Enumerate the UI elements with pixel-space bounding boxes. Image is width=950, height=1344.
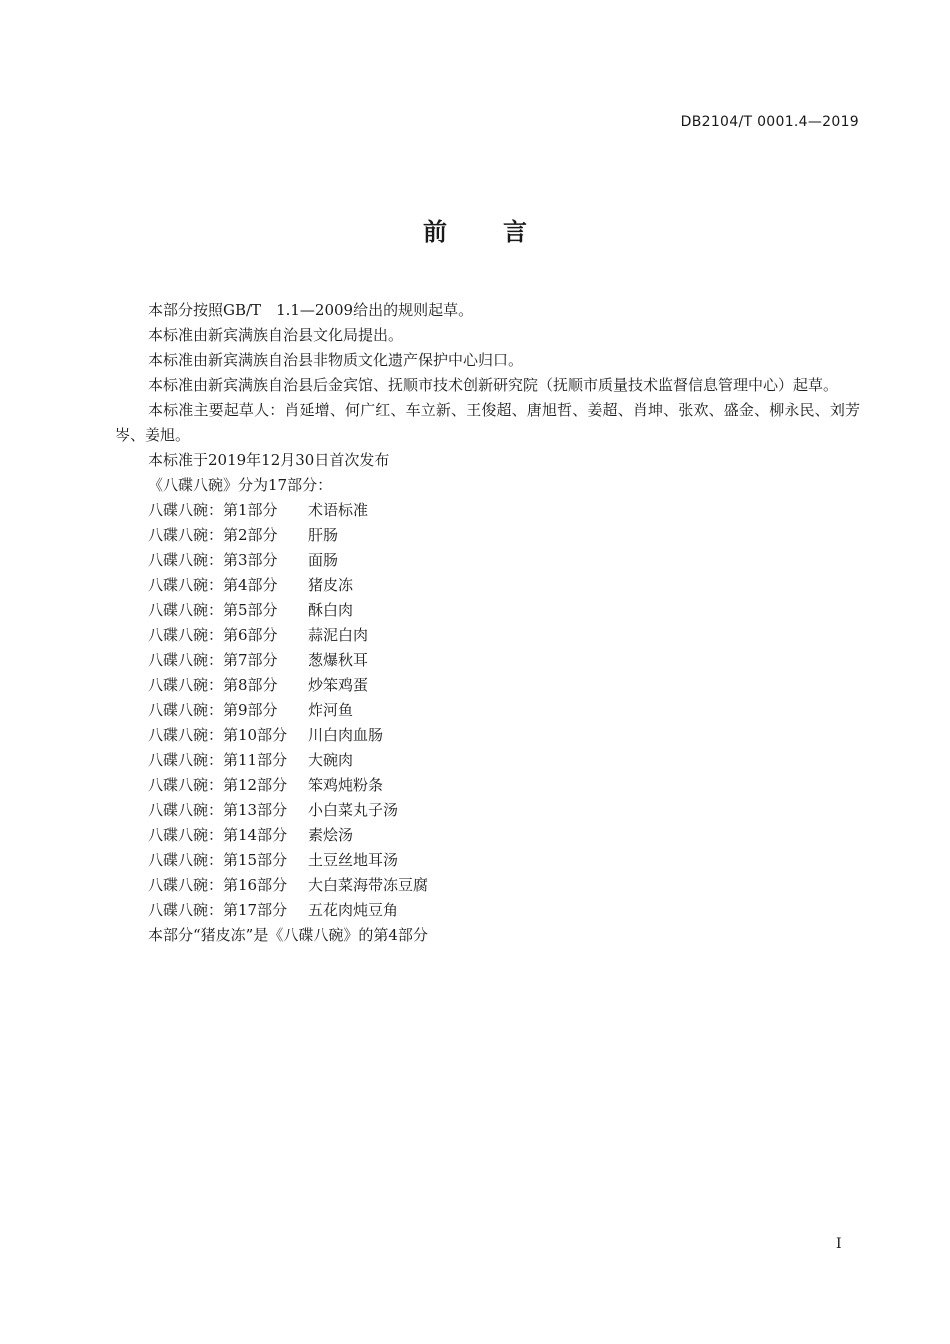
- paragraph: 本标准由新宾满族自治县非物质文化遗产保护中心归口。: [148, 351, 524, 369]
- part-number: 八碟八碗：第17部分: [148, 901, 288, 919]
- paragraph: 《八碟八碗》分为17部分：: [148, 476, 333, 494]
- part-number: 八碟八碗：第15部分: [148, 851, 288, 869]
- part-number: 八碟八碗：第11部分: [148, 751, 288, 769]
- part-number: 八碟八碗：第14部分: [148, 826, 288, 844]
- part-number: 八碟八碗：第9部分: [148, 701, 278, 719]
- document-body: [115, 298, 860, 948]
- list-item: [115, 598, 860, 623]
- paragraph: 本部分按照GB/T 1.1—2009给出的规则起草。: [148, 301, 474, 319]
- part-title: 炸河鱼: [308, 701, 354, 719]
- part-title: 大碗肉: [308, 751, 354, 769]
- part-number: 八碟八碗：第2部分: [148, 526, 278, 544]
- part-number: 八碟八碗：第1部分: [148, 501, 278, 519]
- part-title: 五花肉炖豆角: [308, 901, 399, 919]
- part-number: 八碟八碗：第4部分: [148, 576, 278, 594]
- list-item: [115, 748, 860, 773]
- list-item: [115, 623, 860, 648]
- list-item: [115, 848, 860, 873]
- parts-list: [115, 498, 860, 923]
- part-title: 酥白肉: [308, 601, 354, 619]
- part-title: 川白肉血肠: [308, 726, 384, 744]
- closing-statement: 本部分“猪皮冻”是《八碟八碗》的第4部分: [148, 926, 428, 944]
- list-item: [115, 673, 860, 698]
- part-number: 八碟八碗：第16部分: [148, 876, 288, 894]
- paragraph: 本标准主要起草人：肖延增、何广红、车立新、王俊超、唐旭哲、姜超、肖坤、张欢、盛金、柳永民、刘芳岑、姜旭。: [115, 401, 860, 444]
- part-number: 八碟八碗：第10部分: [148, 726, 288, 744]
- list-item: [115, 573, 860, 598]
- page-number: I: [836, 1236, 842, 1252]
- paragraph: 本标准由新宾满族自治县文化局提出。: [148, 326, 404, 344]
- list-item: [115, 823, 860, 848]
- part-number: 八碟八碗：第3部分: [148, 551, 278, 569]
- part-number: 八碟八碗：第5部分: [148, 601, 278, 619]
- list-item: [115, 898, 860, 923]
- list-item: [115, 523, 860, 548]
- list-item: [115, 698, 860, 723]
- part-title: 葱爆秋耳: [308, 651, 369, 669]
- part-title: 术语标准: [308, 501, 369, 519]
- part-title: 蒜泥白肉: [308, 626, 369, 644]
- part-title: 肝肠: [308, 526, 339, 544]
- list-item: [115, 873, 860, 898]
- part-title: 猪皮冻: [308, 576, 354, 594]
- part-title: 炒笨鸡蛋: [308, 676, 369, 694]
- part-title: 素烩汤: [308, 826, 354, 844]
- part-number: 八碟八碗：第6部分: [148, 626, 278, 644]
- list-item: [115, 648, 860, 673]
- paragraph: 本标准于2019年12月30日首次发布: [148, 451, 390, 469]
- part-title: 小白菜丸子汤: [308, 801, 399, 819]
- part-number: 八碟八碗：第13部分: [148, 801, 288, 819]
- part-title: 大白菜海带冻豆腐: [308, 876, 429, 894]
- page-title: 前言: [423, 218, 583, 246]
- list-item: [115, 548, 860, 573]
- part-number: 八碟八碗：第7部分: [148, 651, 278, 669]
- list-item: [115, 498, 860, 523]
- list-item: [115, 773, 860, 798]
- document-code: DB2104/T 0001.4—2019: [680, 114, 859, 130]
- paragraph: 本标准由新宾满族自治县后金宾馆、抚顺市技术创新研究院（抚顺市质量技术监督信息管理中心）起草。: [148, 376, 839, 394]
- part-title: 面肠: [308, 551, 339, 569]
- part-number: 八碟八碗：第12部分: [148, 776, 288, 794]
- part-title: 土豆丝地耳汤: [308, 851, 399, 869]
- part-title: 笨鸡炖粉条: [308, 776, 384, 794]
- list-item: [115, 723, 860, 748]
- list-item: [115, 798, 860, 823]
- part-number: 八碟八碗：第8部分: [148, 676, 278, 694]
